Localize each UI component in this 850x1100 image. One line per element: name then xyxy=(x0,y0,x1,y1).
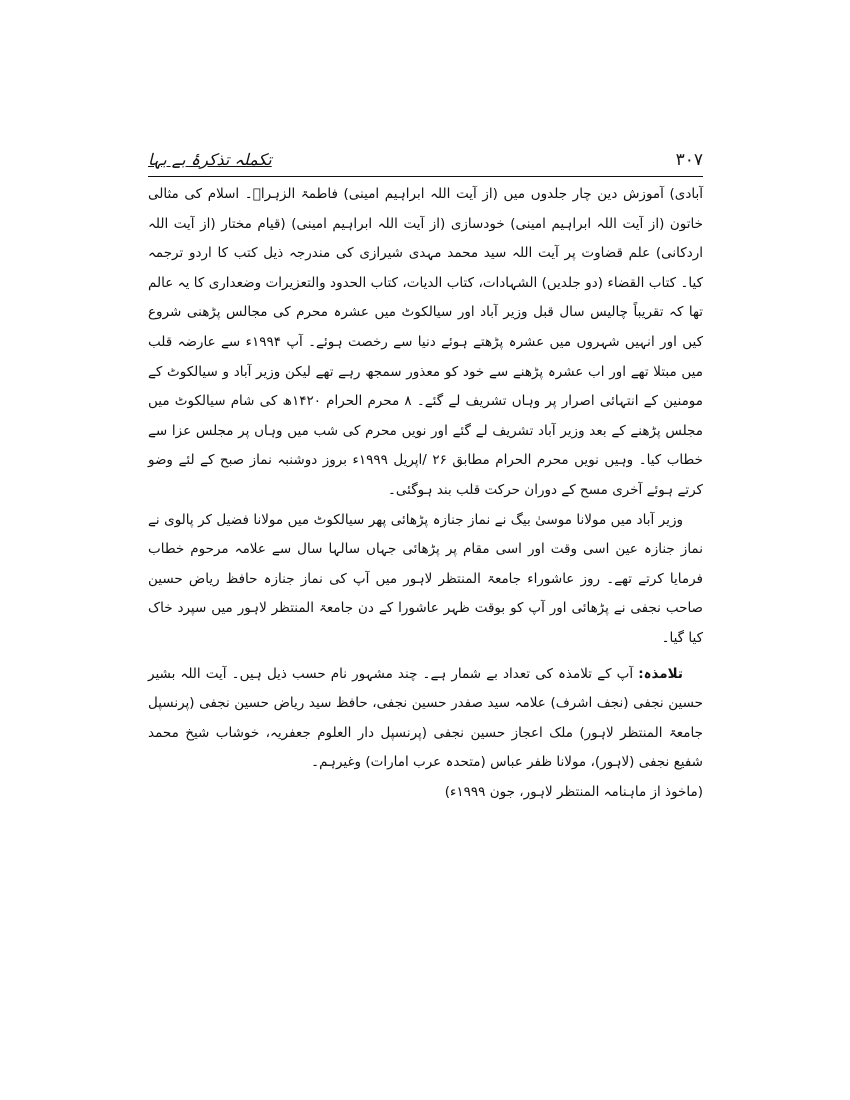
running-title: تکملہ تذکرۂ بے بہا xyxy=(148,150,272,169)
running-header xyxy=(148,150,703,174)
text-line: وزیر آباد میں مولانا موسیٰ بیگ نے نماز جنازہ پڑھائی پھر سیالکوٹ میں مولانا فضیل کر پالوی نے نماز جنازہ xyxy=(148,511,703,558)
text-line: اصرار پر وہاں تشریف لے گئے۔ ۸ محرم الحرام ۱۴۲۰ھ کی شام سیالکوٹ میں مجلس پڑھنے کے بعد وزیر آباد تشریف لے xyxy=(148,393,703,439)
page-body xyxy=(148,180,703,807)
text-line: دوشنبہ نماز صبح کے لئے وضو کرتے ہوئے آخری مسح کے دوران حرکت قلب بند ہوگئی۔ xyxy=(148,452,703,498)
text-line: جامعۃ المنتظر لاہور میں سپرد خاک کیا گیا۔ xyxy=(148,600,703,646)
text-line: اللہ ابراہیم امینی) خودسازی (از آیت اللہ ابراہیم امینی) (قیام مختار (از آیت اللہ اردکانی) علم قضاوت پر آیت اللہ سید xyxy=(148,215,704,262)
paragraph-students xyxy=(148,660,703,778)
text-line: قلب میں مبتلا تھے اور اب عشرہ پڑھنے سے خود کو معذور سمجھ رہے تھے لیکن وزیر آباد و سیالکوٹ کے مومنین کے انتہائی xyxy=(148,333,704,410)
header-rule xyxy=(148,176,703,177)
text-line: کتاب الحدود والتعزیرات وضعداری کا یہ عالم تھا کہ تقریباً چالیس سال قبل وزیر آباد اور سیالکوٹ میں عشرہ محرم کی xyxy=(148,274,703,321)
text-line: مجالس پڑھنی شروع کیں اور انہیں شہروں میں عشرہ پڑھتے ہوئے دنیا سے رخصت ہوئے۔ آپ ۱۹۹۴ء سے عارضہ xyxy=(148,304,703,350)
paragraph-funeral xyxy=(148,506,703,654)
text-line: آپ کے تلامذہ کی تعداد بے شمار ہے۔ چند مشہور نام حسب ذیل ہیں۔ آیت اللہ بشیر حسین نجفی xyxy=(148,665,703,712)
text-line: گئے اور نویں محرم کی شب میں وہاں پر مجلس عزا سے خطاب کیا۔ وہیں نویں محرم الحرام مطابق ۲۶ /اپریل ۱۹۹۹ء بروز xyxy=(148,422,703,469)
paragraph-biography xyxy=(148,180,703,506)
section-term: تلامذہ: xyxy=(638,665,683,682)
text-line: محمد مہدی شیرازی کی مندرجہ ذیل کتب کا اردو ترجمہ کیا۔ کتاب القضاء (دو جلدیں) الشہادات، کتاب الدیات، xyxy=(148,245,704,291)
text-line: (پرنسپل دار العلوم جعفریہ، خوشاب شیخ محمد شفیع نجفی (لاہور)، مولانا ظفر عباس (متحدہ عرب امارات) وغیرہم۔ xyxy=(148,724,703,771)
text-line: عین اسی وقت اور اسی مقام پر پڑھائی جہاں سالہا سال سے علامہ مرحوم خطاب فرمایا کرتے تھے۔ روز عاشوراء جامعۃ xyxy=(148,541,703,587)
page-number: ۳۰۷ xyxy=(675,150,703,170)
text-line: المنتظر لاہور میں آپ کی نماز جنازہ حافظ ریاض حسین صاحب نجفی نے پڑھائی اور آپ کو بوقت ظہر عاشورا کے دن xyxy=(148,570,704,617)
source-note: (ماخوذ از ماہنامہ المنتظر لاہور، جون ۱۹۹۹ء) xyxy=(444,783,703,800)
text-line: (نجف اشرف) علامہ سید صفدر حسین نجفی، حافظ سید ریاض حسین نجفی (پرنسپل جامعۃ المنتظر لاہور) ملک اعجاز حسین نجفی xyxy=(148,695,704,741)
text-line: آبادی) آموزش دین چار جلدوں میں (از آیت اللہ ابراہیم امینی) فاطمۃ الزہراؑ۔ اسلام کی مثالی خاتون (از آیت xyxy=(148,186,703,232)
